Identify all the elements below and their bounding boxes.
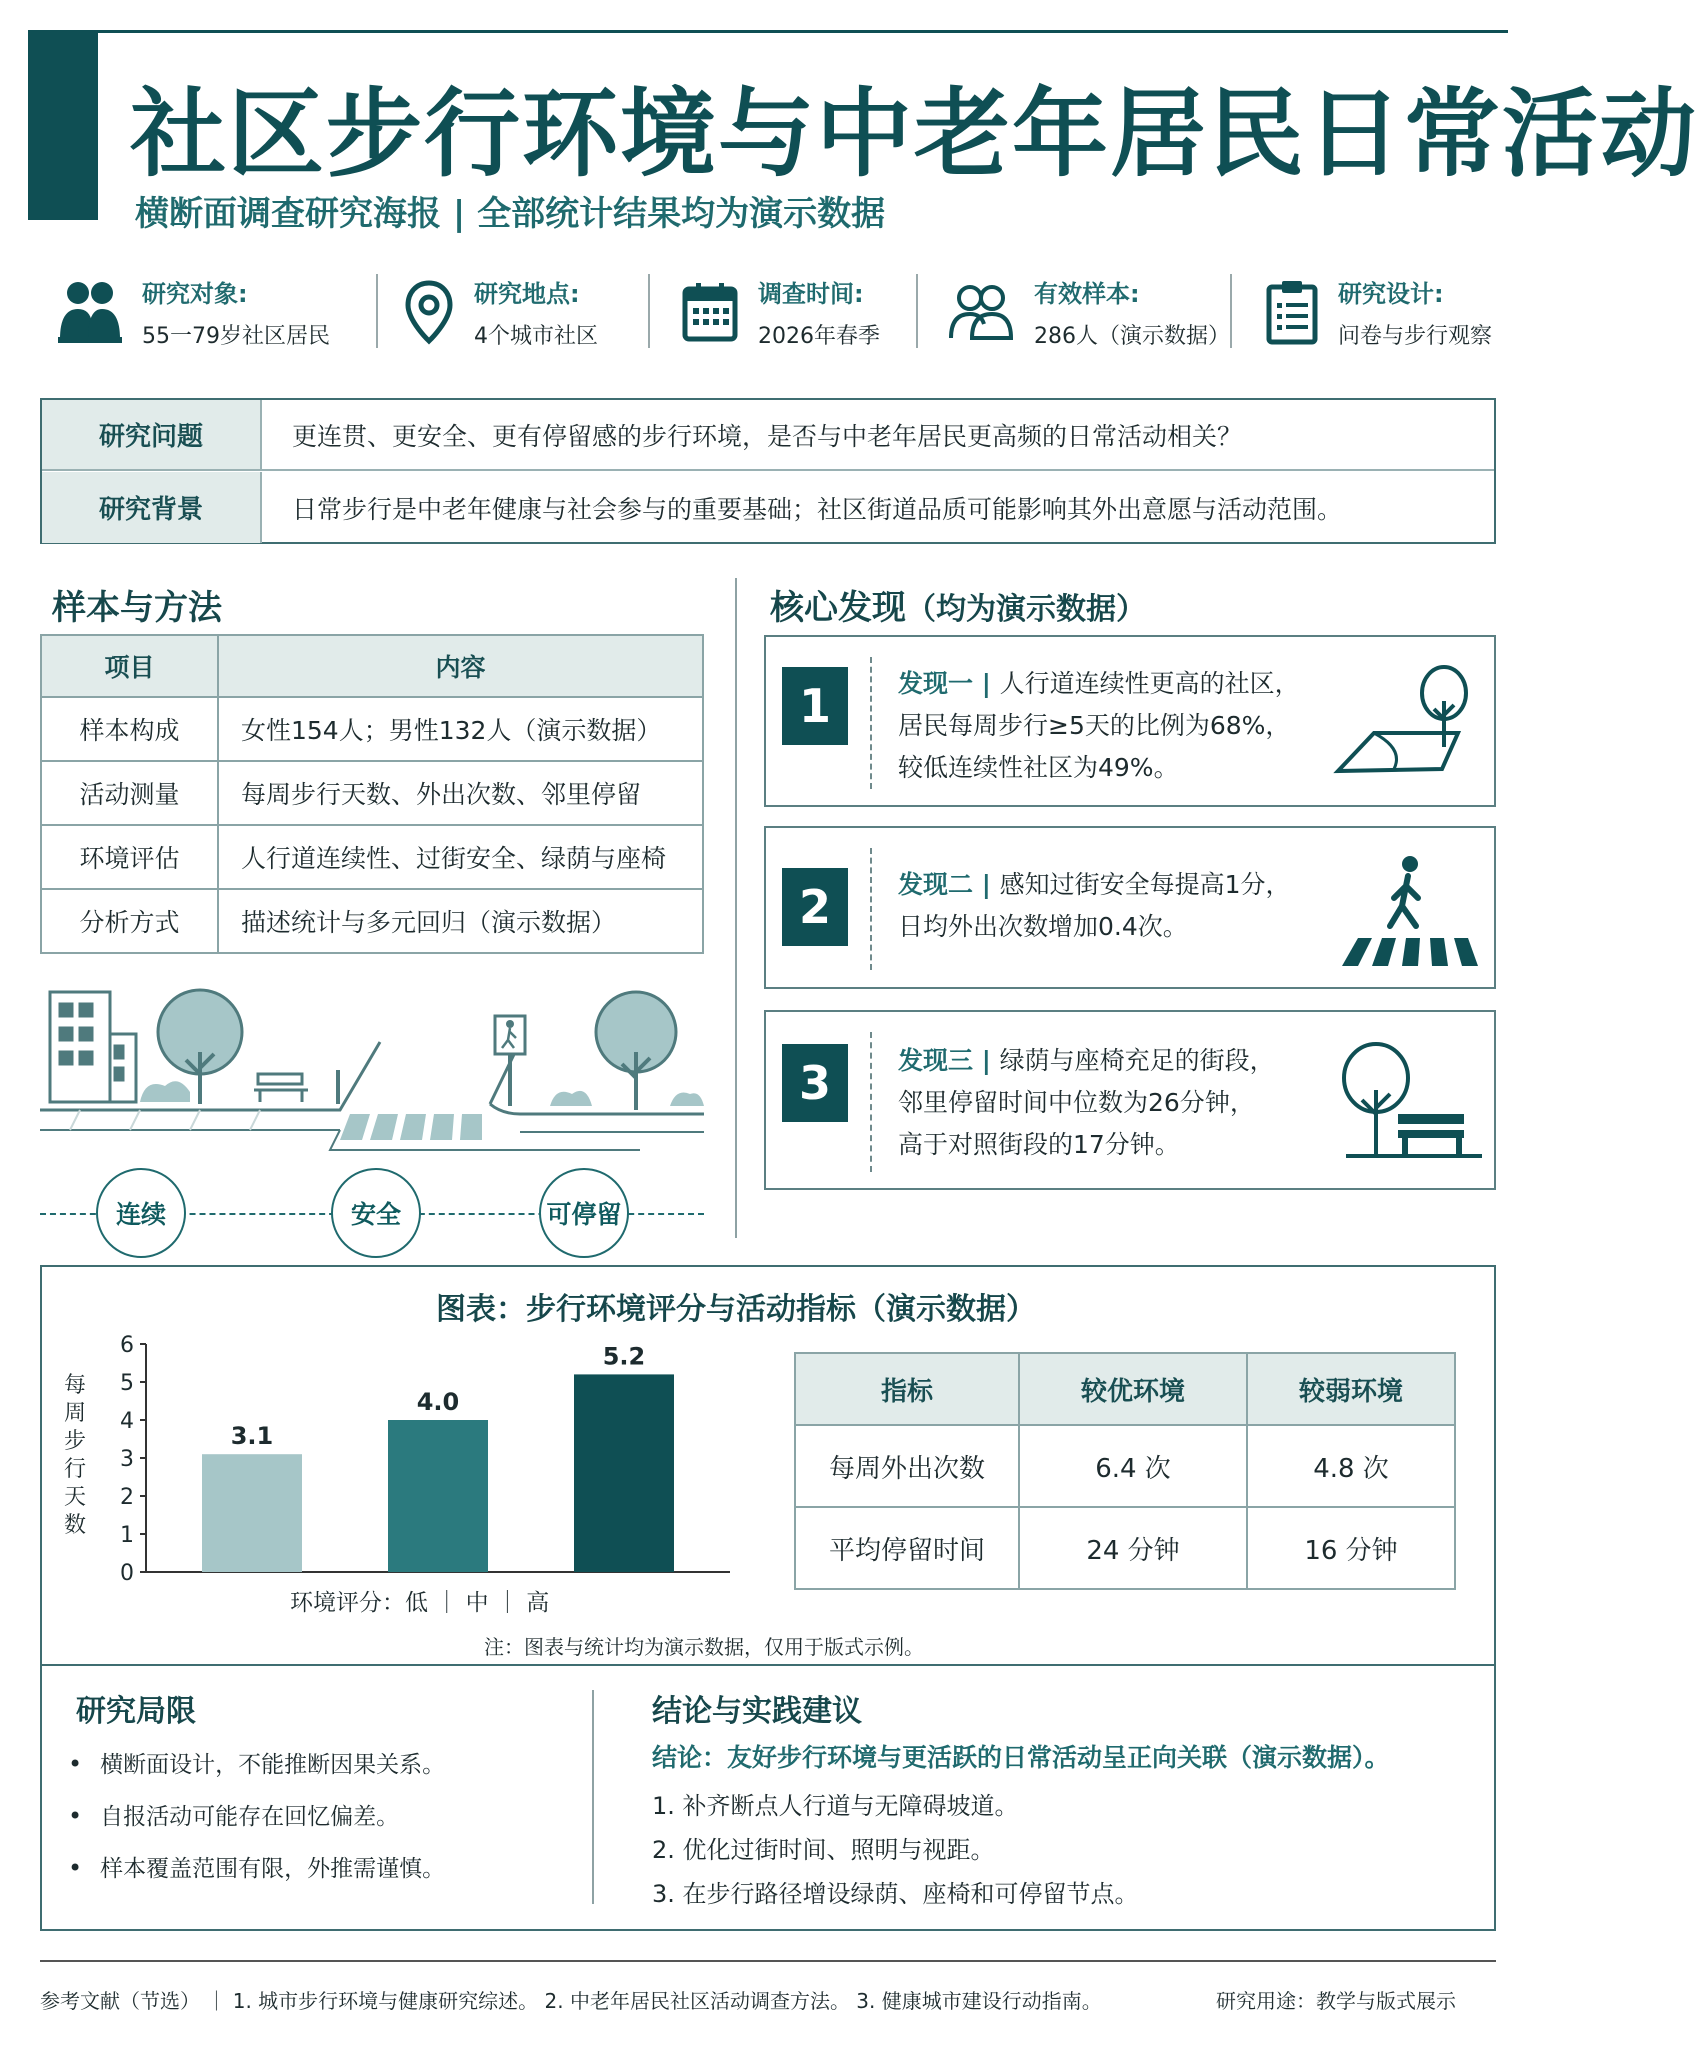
dashed-divider xyxy=(870,848,872,970)
table-header-row xyxy=(795,1353,1455,1425)
limitation-item: • 自报活动可能存在回忆偏差。 xyxy=(68,1798,399,1831)
pedestrian-crossing-icon xyxy=(1332,854,1482,974)
limitations-heading: 研究局限 xyxy=(76,1694,196,1729)
y-tick-label: 6 xyxy=(120,1333,134,1358)
info-label: 研究地点: xyxy=(474,280,580,308)
limitation-item: • 样本覆盖范围有限，外推需谨慎。 xyxy=(68,1850,445,1883)
info-location xyxy=(404,272,598,352)
y-tick-label: 4 xyxy=(120,1409,134,1434)
table-row xyxy=(795,1425,1455,1507)
page-subtitle: 横断面调查研究海报 | 全部统计结果均为演示数据 xyxy=(135,194,886,234)
clipboard-icon xyxy=(1266,279,1318,345)
row-item: 环境评估 xyxy=(41,825,218,889)
cell: 平均停留时间 xyxy=(795,1507,1019,1589)
divider xyxy=(648,274,650,348)
pedestrian-sign-icon xyxy=(495,1016,525,1106)
finding-text: 发现二 | 感知过街安全每提高1分， 日均外出次数增加0.4次。 xyxy=(898,864,1290,948)
col-better: 较优环境 xyxy=(1019,1353,1247,1425)
footer-references: 参考文献（节选） ｜ 1. 城市步行环境与健康研究综述。 2. 中老年居民社区活动调查方法。 3. 健康城市建设行动指南。 xyxy=(40,1989,1102,2013)
bar-value-label: 4.0 xyxy=(416,1388,460,1416)
tree-bench-icon xyxy=(1336,1040,1486,1164)
cell: 4.8 次 xyxy=(1247,1425,1455,1507)
background-text: 日常步行是中老年健康与社会参与的重要基础；社区街道品质可能影响其外出意愿与活动范围。 xyxy=(292,494,1343,524)
info-value: 286人（演示数据） xyxy=(1034,324,1230,349)
y-tick-label: 5 xyxy=(120,1371,134,1396)
circle-safe: 安全 xyxy=(331,1168,421,1258)
tree-icon xyxy=(596,992,676,1110)
column-divider xyxy=(592,1690,594,1904)
street-illustration xyxy=(40,982,704,1162)
row-content: 描述统计与多元回归（演示数据） xyxy=(218,889,703,953)
people-icon xyxy=(58,279,122,345)
table-row xyxy=(41,825,703,889)
finding-number: 1 xyxy=(782,667,848,745)
section-divider xyxy=(40,1664,1496,1666)
finding-line: 绿荫与座椅充足的街段， xyxy=(999,1046,1275,1075)
comparison-table xyxy=(794,1352,1456,1590)
table-row xyxy=(41,889,703,953)
research-question-table xyxy=(40,398,1496,544)
info-value: 2026年春季 xyxy=(758,324,880,349)
info-sample xyxy=(948,272,1230,352)
path-tree-icon xyxy=(1334,661,1484,781)
header-rule xyxy=(98,30,1508,33)
row-item: 分析方式 xyxy=(41,889,218,953)
chart-ylabel xyxy=(62,1372,88,1540)
findings-heading-text: 核心发现 xyxy=(770,588,906,628)
info-value: 问卷与步行观察 xyxy=(1338,324,1493,349)
divider xyxy=(376,274,378,348)
bar-低 xyxy=(202,1454,302,1572)
calendar-icon xyxy=(682,281,738,343)
methods-table xyxy=(40,634,704,954)
info-value: 4个城市社区 xyxy=(474,324,598,349)
y-tick-label: 3 xyxy=(120,1447,134,1472)
cell: 6.4 次 xyxy=(1019,1425,1247,1507)
col-metric: 指标 xyxy=(795,1353,1019,1425)
table-row xyxy=(41,761,703,825)
divider xyxy=(1230,274,1232,348)
finding-card-1 xyxy=(764,635,1496,807)
finding-line: 较低连续性社区为49%。 xyxy=(898,753,1179,782)
y-tick-label: 0 xyxy=(120,1561,134,1586)
col-content: 内容 xyxy=(218,635,703,697)
col-weaker: 较弱环境 xyxy=(1247,1353,1455,1425)
cell: 24 分钟 xyxy=(1019,1507,1247,1589)
bench-icon xyxy=(254,1074,308,1102)
findings-heading-note: （均为演示数据） xyxy=(906,592,1146,627)
limitation-item: • 横断面设计，不能推断因果关系。 xyxy=(68,1746,445,1779)
divider xyxy=(916,274,918,348)
table-row xyxy=(41,697,703,761)
location-pin-icon xyxy=(404,279,454,345)
table-row xyxy=(795,1507,1455,1589)
finding-text: 发现三 | 绿荫与座椅充足的街段， 邻里停留时间中位数为26分钟， 高于对照街段的17分钟。 xyxy=(898,1040,1275,1166)
info-value: 55一79岁社区居民 xyxy=(142,324,330,349)
y-tick-label: 1 xyxy=(120,1523,134,1548)
finding-number: 2 xyxy=(782,868,848,946)
background-row xyxy=(42,472,1494,543)
finding-line: 感知过街安全每提高1分， xyxy=(999,870,1291,899)
conclusion-heading: 结论与实践建议 xyxy=(652,1694,862,1729)
row-item: 活动测量 xyxy=(41,761,218,825)
background-label: 研究背景 xyxy=(42,472,262,543)
recommendation-item: 2. 优化过街时间、照明与视距。 xyxy=(652,1836,995,1864)
finding-line: 邻里停留时间中位数为26分钟， xyxy=(898,1088,1255,1117)
finding-line: 人行道连续性更高的社区， xyxy=(999,669,1300,698)
circle-continuous: 连续 xyxy=(96,1168,186,1258)
question-text: 更连贯、更安全、更有停留感的步行环境，是否与中老年居民更高频的日常活动相关？ xyxy=(292,421,1243,451)
info-time xyxy=(682,272,880,352)
chart-title: 图表：步行环境评分与活动指标（演示数据） xyxy=(436,1292,1036,1327)
bar-中 xyxy=(388,1420,488,1572)
chart-note: 注：图表与统计均为演示数据，仅用于版式示例。 xyxy=(484,1635,924,1659)
group-icon xyxy=(948,282,1014,342)
bar-value-label: 5.2 xyxy=(602,1342,646,1371)
row-content: 女性154人；男性132人（演示数据） xyxy=(218,697,703,761)
col-item: 项目 xyxy=(41,635,218,697)
page-title: 社区步行环境与中老年居民日常活动 xyxy=(130,78,1698,190)
circle-stay: 可停留 xyxy=(539,1168,629,1258)
finding-card-2 xyxy=(764,826,1496,989)
column-divider xyxy=(735,578,737,1238)
recommendation-item: 3. 在步行路径增设绿荫、座椅和可停留节点。 xyxy=(652,1880,1139,1908)
methods-heading: 样本与方法 xyxy=(52,588,222,628)
row-content: 每周步行天数、外出次数、邻里停留 xyxy=(218,761,703,825)
building-icon xyxy=(50,992,136,1102)
cell: 每周外出次数 xyxy=(795,1425,1019,1507)
finding-line: 日均外出次数增加0.4次。 xyxy=(898,912,1188,941)
chart-ylabel-text: 每周步行天数 xyxy=(63,1373,86,1538)
info-label: 研究设计: xyxy=(1338,280,1444,308)
cell: 16 分钟 xyxy=(1247,1507,1455,1589)
y-tick-label: 2 xyxy=(120,1485,134,1510)
finding-number: 3 xyxy=(782,1044,848,1122)
recommendation-item: 1. 补齐断点人行道与无障碍坡道。 xyxy=(652,1792,1019,1820)
row-item: 样本构成 xyxy=(41,697,218,761)
info-label: 有效样本: xyxy=(1034,280,1140,308)
question-label: 研究问题 xyxy=(42,400,262,469)
finding-text: 发现一 | 人行道连续性更高的社区， 居民每周步行≥5天的比例为68%， 较低连续性社区为49%。 xyxy=(898,663,1300,789)
dashed-divider xyxy=(870,1032,872,1172)
conclusion-statement: 结论：友好步行环境与更活跃的日常活动呈正向关联（演示数据）。 xyxy=(652,1743,1390,1772)
finding-line: 高于对照街段的17分钟。 xyxy=(898,1130,1180,1159)
finding-card-3 xyxy=(764,1010,1496,1190)
finding-label: 发现一 xyxy=(898,669,974,698)
table-header-row xyxy=(41,635,703,697)
finding-label: 发现二 xyxy=(898,870,974,899)
bar-高 xyxy=(574,1374,674,1572)
bar-chart xyxy=(90,1330,750,1600)
footer-rule xyxy=(40,1960,1496,1962)
finding-label: 发现三 xyxy=(898,1046,974,1075)
info-label: 调查时间: xyxy=(758,280,864,308)
info-subjects xyxy=(58,272,330,352)
header-accent-bar xyxy=(28,30,98,220)
question-row xyxy=(42,400,1494,471)
finding-line: 居民每周步行≥5天的比例为68%， xyxy=(898,711,1291,740)
bar-value-label: 3.1 xyxy=(230,1422,274,1451)
crosswalk-icon xyxy=(340,1114,482,1140)
chart-xcaption: 环境评分：低 ｜ 中 ｜ 高 xyxy=(290,1590,550,1616)
footer-purpose: 研究用途：教学与版式展示 xyxy=(1216,1989,1456,2013)
info-label: 研究对象: xyxy=(142,280,248,308)
findings-heading xyxy=(770,580,1146,629)
row-content: 人行道连续性、过街安全、绿荫与座椅 xyxy=(218,825,703,889)
info-design xyxy=(1266,272,1492,352)
dashed-divider xyxy=(870,657,872,789)
